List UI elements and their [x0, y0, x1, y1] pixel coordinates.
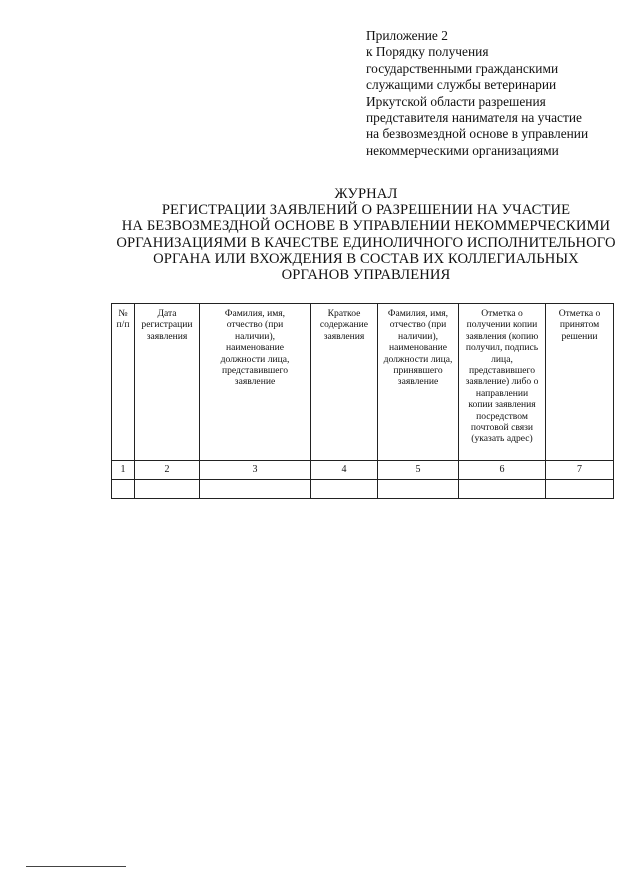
header-line: заявления — [146, 330, 188, 342]
header-line: № — [118, 308, 128, 319]
header-line: Отметка о — [481, 308, 523, 319]
header-line: должности лица, — [383, 353, 453, 365]
header-line: заявление) либо о — [465, 376, 539, 388]
header-line: принявшего — [393, 365, 443, 377]
empty-cell — [378, 480, 459, 499]
header-line: Дата — [157, 308, 177, 319]
header-line: лица, — [491, 353, 513, 365]
title-line: ОРГАНА ИЛИ ВХОЖДЕНИЯ В СОСТАВ ИХ КОЛЛЕГИАЛЬНЫХ — [153, 250, 579, 267]
header-line: содержание — [319, 319, 369, 331]
appendix-line: служащими службы ветеринарии — [366, 77, 557, 93]
title-line: ЖУРНАЛ — [334, 186, 398, 202]
header-cell — [200, 304, 311, 461]
header-line: посредством — [476, 410, 528, 422]
column-number: 1 — [112, 461, 135, 480]
journal-table — [111, 303, 614, 499]
empty-cell — [112, 480, 135, 499]
header-line: наличии), — [234, 330, 276, 342]
column-number: 3 — [200, 461, 311, 480]
header-line: Фамилия, имя, — [224, 308, 286, 319]
column-number: 7 — [546, 461, 614, 480]
header-line: наименование — [226, 342, 284, 354]
header-line: Краткое — [327, 308, 361, 319]
column-number: 5 — [378, 461, 459, 480]
header-cell — [112, 304, 135, 461]
header-cell — [546, 304, 614, 461]
header-line: заявления (копию — [465, 330, 539, 342]
header-line: Отметка о — [558, 308, 601, 319]
column-number: 6 — [459, 461, 546, 480]
header-line: п/п — [116, 319, 130, 331]
header-line: решении — [561, 330, 598, 342]
header-cell — [311, 304, 378, 461]
header-line: представившего — [468, 365, 536, 377]
header-line: (указать адрес) — [471, 433, 533, 445]
header-line: получил, подпись — [465, 342, 539, 354]
header-line: почтовой связи — [470, 422, 534, 434]
header-line: регистрации — [141, 319, 193, 331]
appendix-line: Иркутской области разрешения — [366, 93, 546, 109]
title-line: ОРГАНОВ УПРАВЛЕНИЯ — [281, 267, 451, 284]
header-line: заявление — [234, 376, 276, 388]
title-line: ОРГАНИЗАЦИЯМИ В КАЧЕСТВЕ ЕДИНОЛИЧНОГО ИСПОЛНИТЕЛЬНОГО — [116, 234, 616, 251]
empty-cell — [311, 480, 378, 499]
column-number-row — [112, 461, 614, 480]
column-number: 4 — [311, 461, 378, 480]
appendix-line: некоммерческими организациями — [366, 142, 559, 158]
header-line: принятом — [559, 319, 600, 331]
header-line: наличии), — [397, 330, 439, 342]
header-cell — [135, 304, 200, 461]
appendix-line: Приложение 2 — [366, 28, 448, 43]
appendix-line: на безвозмездной основе в управлении — [366, 126, 589, 142]
appendix-header — [366, 28, 628, 159]
footnote-separator — [26, 866, 126, 867]
header-line: должности лица, — [220, 353, 290, 365]
header-cell — [459, 304, 546, 461]
empty-entry-row — [112, 480, 614, 499]
table-header-row — [112, 304, 614, 461]
header-line: Фамилия, имя, — [387, 308, 449, 319]
title-line: РЕГИСТРАЦИИ ЗАЯВЛЕНИЙ О РАЗРЕШЕНИИ НА УЧАСТИЕ — [161, 202, 571, 219]
empty-cell — [546, 480, 614, 499]
appendix-line: к Порядку получения — [366, 44, 489, 60]
header-line: наименование — [389, 342, 447, 354]
header-line: получении копии — [466, 319, 538, 331]
header-line: отчество (при — [226, 319, 284, 331]
appendix-line: государственными гражданскими — [366, 60, 559, 76]
empty-cell — [459, 480, 546, 499]
empty-cell — [135, 480, 200, 499]
empty-cell — [200, 480, 311, 499]
header-line: направлении — [475, 387, 529, 399]
header-line: заявления — [323, 330, 365, 342]
header-cell — [378, 304, 459, 461]
appendix-line: представителя нанимателя на участие — [366, 110, 582, 126]
header-line: отчество (при — [389, 319, 447, 331]
title-line: НА БЕЗВОЗМЕЗДНОЙ ОСНОВЕ В УПРАВЛЕНИИ НЕКОММЕРЧЕСКИМИ — [121, 218, 611, 235]
header-line: заявление — [397, 376, 439, 388]
column-number: 2 — [135, 461, 200, 480]
header-line: представившего — [221, 365, 289, 377]
header-line: копии заявления — [468, 399, 536, 411]
journal-title — [96, 186, 636, 283]
